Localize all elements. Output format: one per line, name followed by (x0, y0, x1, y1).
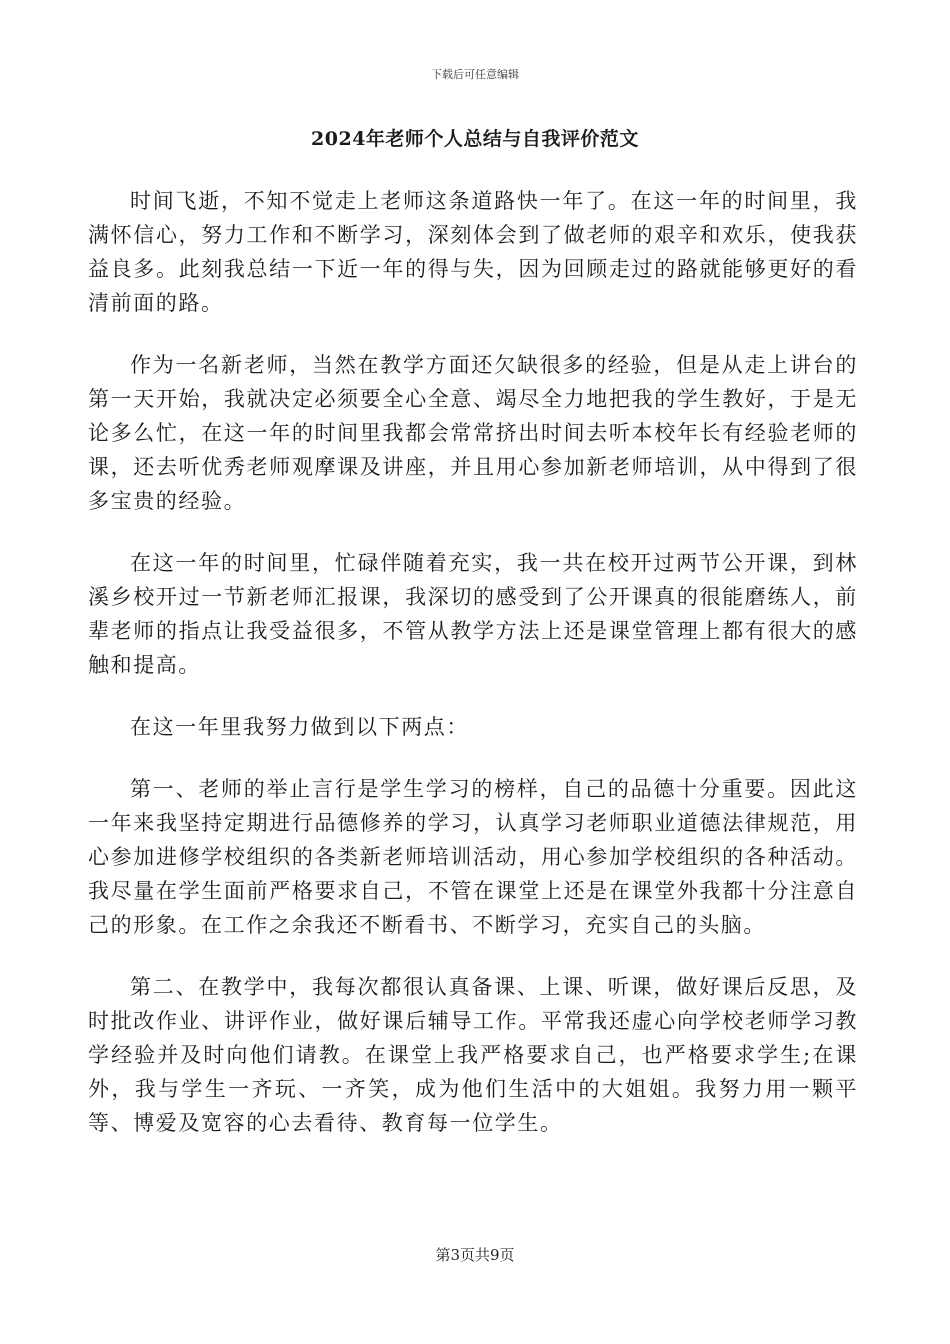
header-note: 下载后可任意编辑 (431, 68, 519, 81)
document-body (88, 184, 858, 1168)
paragraph: 在这一年的时间里，忙碌伴随着充实，我一共在校开过两节公开课，到林溪乡校开过一节新老师汇报课，我深切的感受到了公开课真的很能磨练人，前辈老师的指点让我受益很多，不管从教学方法上还是课堂管理上都有很大的感触和提高。 (88, 551, 858, 677)
page-number-footer: 第3页共9页 (435, 1246, 515, 1264)
paragraph: 在这一年里我努力做到以下两点： (130, 715, 469, 739)
paragraph: 第一、老师的举止言行是学生学习的榜样，自己的品德十分重要。因此这一年来我坚持定期进行品德修养的学习，认真学习老师职业道德法律规范，用心参加进修学校组织的各类新老师培训活动，用心参加学校组织的各种活动。我尽量在学生面前严格要求自己，不管在课堂上还是在课堂外我都十分注意自己的形象。在工作之余我还不断看书、不断学习，充实自己的头脑。 (88, 777, 858, 937)
document-title: 2024年老师个人总结与自我评价范文 (311, 128, 639, 150)
paragraph: 时间飞逝，不知不觉走上老师这条道路快一年了。在这一年的时间里，我满怀信心，努力工作和不断学习，深刻体会到了做老师的艰辛和欢乐，使我获益良多。此刻我总结一下近一年的得与失，因为回顾走过的路就能够更好的看清前面的路。 (88, 189, 858, 315)
paragraph: 第二、在教学中，我每次都很认真备课、上课、听课，做好课后反思，及时批改作业、讲评作业，做好课后辅导工作。平常我还虚心向学校老师学习教学经验并及时向他们请教。在课堂上我严格要求自己，也严格要求学生;在课外，我与学生一齐玩、一齐笑，成为他们生活中的大姐姐。我努力用一颗平等、博爱及宽容的心去看待、教育每一位学生。 (88, 975, 858, 1135)
paragraph: 作为一名新老师，当然在教学方面还欠缺很多的经验，但是从走上讲台的第一天开始，我就决定必须要全心全意、竭尽全力地把我的学生教好，于是无论多么忙，在这一年的时间里我都会常常挤出时间去听本校年长有经验老师的课，还去听优秀老师观摩课及讲座，并且用心参加新老师培训，从中得到了很多宝贵的经验。 (88, 353, 858, 513)
